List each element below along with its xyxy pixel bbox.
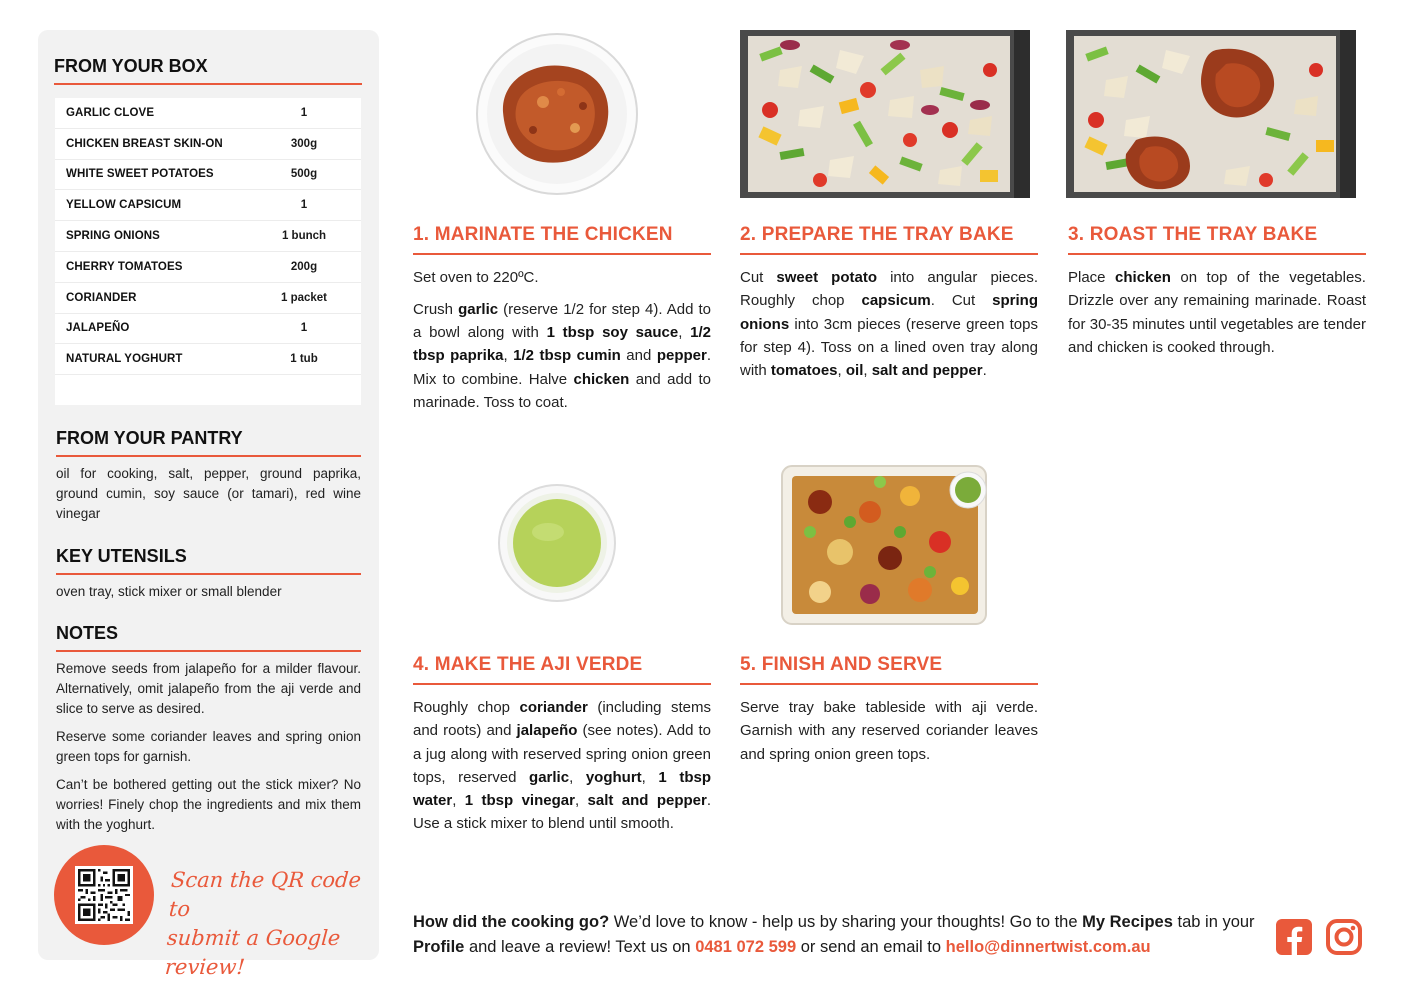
step-text: , xyxy=(863,362,872,380)
step-text: Serve tray bake tableside with aji verde. Garnish with any reserved coriander leaves and spring onion green tops. xyxy=(740,699,1038,763)
step-ingredient-text: 1/2 tbsp cumin xyxy=(513,347,621,365)
step-text: and xyxy=(620,347,657,365)
step-text: into angular pieces. Roughly chop xyxy=(740,269,1038,310)
ingredient-qty: 200g xyxy=(290,260,318,273)
notes-title: NOTES xyxy=(56,623,361,652)
step-text: on top of the vegetables. Drizzle over any remaining marinade. Roast for 30-35 minutes until vegetables are tender and chicken is cooked through. xyxy=(1068,269,1366,356)
step-text: , xyxy=(837,362,846,380)
ingredient-name: CHERRY TOMATOES xyxy=(66,260,183,273)
aji-verde-bowl-image xyxy=(496,482,618,604)
review-question: How did the cooking go? xyxy=(413,913,610,931)
step-text: (reserve 1/2 for step 4). Add to a bowl along with xyxy=(413,300,711,342)
ingredient-row xyxy=(55,190,361,221)
step-text: , xyxy=(503,347,514,365)
ingredient-qty: 500g xyxy=(290,168,318,181)
step-text: and add to marinade. Toss to coat. xyxy=(413,370,711,411)
step-paragraph xyxy=(413,266,711,289)
ingredient-name: CHICKEN BREAST SKIN-ON xyxy=(66,137,223,150)
step-5-body xyxy=(740,696,1038,766)
ingredient-name: SPRING ONIONS xyxy=(66,230,160,243)
pantry-section xyxy=(56,428,361,524)
qr-code[interactable] xyxy=(75,866,133,924)
ingredient-name: JALAPEÑO xyxy=(66,322,130,335)
box-title: FROM YOUR BOX xyxy=(54,56,362,85)
step-ingredient-text: chicken xyxy=(573,370,630,388)
step-text: (see notes). Add to a jug along with reserved spring onion green tops, reserved xyxy=(413,722,712,786)
ingredient-row xyxy=(55,283,361,314)
step-text: Cut xyxy=(740,269,777,286)
note-paragraph: Can’t be bothered getting out the stick mixer? No worries! Finely chop the ingredients and mix them with the yoghurt. xyxy=(56,777,361,832)
ingredient-row xyxy=(55,129,361,160)
ingredient-row xyxy=(55,160,361,191)
ingredient-row xyxy=(55,252,361,283)
step-text: . Mix to combine. Halve xyxy=(413,347,711,388)
step-ingredient-text: 1 tbsp soy sauce xyxy=(546,324,679,342)
step-text: . Use a stick mixer to blend until smooth. xyxy=(413,792,712,833)
email-link[interactable]: hello@dinnertwist.com.au xyxy=(945,938,1151,956)
profile-label: Profile xyxy=(413,938,465,956)
pantry-text: oil for cooking, salt, pepper, ground paprika, ground cumin, soy sauce (or tamari), red wine vinegar xyxy=(56,466,361,521)
ingredient-name: GARLIC CLOVE xyxy=(66,106,155,119)
ingredient-name: NATURAL YOGHURT xyxy=(66,353,183,366)
utensils-text: oven tray, stick mixer or small blender xyxy=(56,584,282,599)
note-paragraph: Reserve some coriander leaves and spring onion green tops for garnish. xyxy=(56,729,361,764)
ingredient-row xyxy=(55,98,361,129)
step-2-body xyxy=(740,266,1038,382)
ingredient-qty: 1 xyxy=(300,199,308,212)
step-5-title: 5. FINISH AND SERVE xyxy=(740,654,1038,685)
pantry-title: FROM YOUR PANTRY xyxy=(56,428,361,457)
step-ingredient-text: yoghurt xyxy=(585,768,642,786)
note-paragraph: Remove seeds from jalapeño for a milder flavour. Alternatively, omit jalapeño from the aji verde and slice to serve as desired. xyxy=(56,661,361,716)
facebook-icon[interactable] xyxy=(1275,918,1313,956)
tray-bake-roast-image xyxy=(1066,30,1356,198)
utensils-title: KEY UTENSILS xyxy=(56,546,361,575)
ingredient-qty: 1 packet xyxy=(280,291,328,304)
step-text: . xyxy=(982,362,987,380)
ingredient-qty: 1 xyxy=(300,322,308,335)
step-ingredient-text: spring onions xyxy=(740,292,1038,333)
step-paragraph xyxy=(740,696,1038,766)
review-text: We’d love to know - help us by sharing your thoughts! Go to the xyxy=(609,913,1083,931)
step-ingredient-text: sweet potato xyxy=(776,269,878,286)
step-1-body xyxy=(413,266,711,414)
step-text: , xyxy=(569,768,586,786)
ingredient-qty: 1 tub xyxy=(290,353,318,366)
step-1-title: 1. MARINATE THE CHICKEN xyxy=(413,224,711,255)
finished-tray-bake-image xyxy=(780,462,990,628)
step-ingredient-text: garlic xyxy=(458,300,499,318)
qr-caption-line: submit a Google review! xyxy=(164,926,342,979)
step-ingredient-text: garlic xyxy=(529,768,570,786)
step-ingredient-text: 1/2 tbsp paprika xyxy=(413,324,711,365)
step-text: into 3cm pieces (reserve green tops for step 4). Toss on a lined oven tray along with xyxy=(740,315,1038,380)
step-text: (including stems and roots) and xyxy=(413,699,711,740)
step-ingredient-text: 1 tbsp vinegar xyxy=(464,792,575,810)
step-2-title: 2. PREPARE THE TRAY BAKE xyxy=(740,224,1038,255)
marinated-chicken-bowl-image xyxy=(473,32,641,200)
step-ingredient-text: salt and pepper xyxy=(871,362,983,380)
ingredient-row xyxy=(55,314,361,345)
step-text: , xyxy=(452,792,465,810)
ingredient-row xyxy=(55,221,361,252)
step-ingredient-text: chicken xyxy=(1115,269,1171,286)
step-ingredient-text: capsicum xyxy=(861,292,931,310)
ingredient-qty: 1 xyxy=(300,106,308,119)
step-text: , xyxy=(574,792,588,810)
review-text: and leave a review! Text us on xyxy=(464,938,696,956)
step-paragraph xyxy=(413,298,711,414)
tray-bake-raw-image xyxy=(740,30,1030,198)
step-text: Roughly chop xyxy=(413,699,520,716)
qr-caption-line: Scan the QR code to xyxy=(168,868,362,921)
step-ingredient-text: pepper xyxy=(656,347,707,365)
ingredients-table xyxy=(55,98,361,405)
step-ingredient-text: tomatoes xyxy=(770,362,838,380)
step-3-body xyxy=(1068,266,1366,359)
step-4-body xyxy=(413,696,711,836)
review-prompt xyxy=(413,910,1263,960)
ingredient-name: YELLOW CAPSICUM xyxy=(66,199,182,212)
step-ingredient-text: salt and pepper xyxy=(587,792,707,810)
ingredient-row-empty xyxy=(55,375,361,405)
review-text: tab in your xyxy=(1172,913,1255,931)
step-text: Place xyxy=(1068,269,1116,286)
step-ingredient-text: jalapeño xyxy=(516,722,578,740)
ingredient-row xyxy=(55,344,361,375)
utensils-section xyxy=(56,546,361,602)
ingredient-qty: 1 bunch xyxy=(281,230,327,243)
ingredient-name: WHITE SWEET POTATOES xyxy=(66,168,214,181)
step-paragraph xyxy=(1068,266,1366,359)
step-text: , xyxy=(678,324,691,342)
step-3-title: 3. ROAST THE TRAY BAKE xyxy=(1068,224,1366,255)
step-text: , xyxy=(641,768,659,786)
step-ingredient-text: oil xyxy=(845,362,864,380)
ingredient-qty: 300g xyxy=(290,137,318,150)
qr-badge[interactable] xyxy=(54,845,154,945)
step-ingredient-text: coriander xyxy=(519,699,588,716)
qr-caption xyxy=(164,866,372,982)
step-paragraph xyxy=(740,266,1038,382)
phone-number-link[interactable]: 0481 072 599 xyxy=(695,938,797,956)
instagram-icon[interactable] xyxy=(1325,918,1363,956)
notes-section xyxy=(56,623,361,835)
ingredients-sidebar xyxy=(38,30,379,979)
step-text: Set oven to 220ºC. xyxy=(413,269,539,286)
step-text: . Cut xyxy=(930,292,993,310)
my-recipes-label: My Recipes xyxy=(1082,913,1173,931)
step-ingredient-text: 1 tbsp water xyxy=(413,768,711,810)
review-text: or send an email to xyxy=(796,938,946,956)
step-paragraph xyxy=(413,696,711,836)
step-text: Crush xyxy=(413,300,459,318)
step-4-title: 4. MAKE THE AJI VERDE xyxy=(413,654,711,685)
ingredient-name: CORIANDER xyxy=(66,291,137,304)
